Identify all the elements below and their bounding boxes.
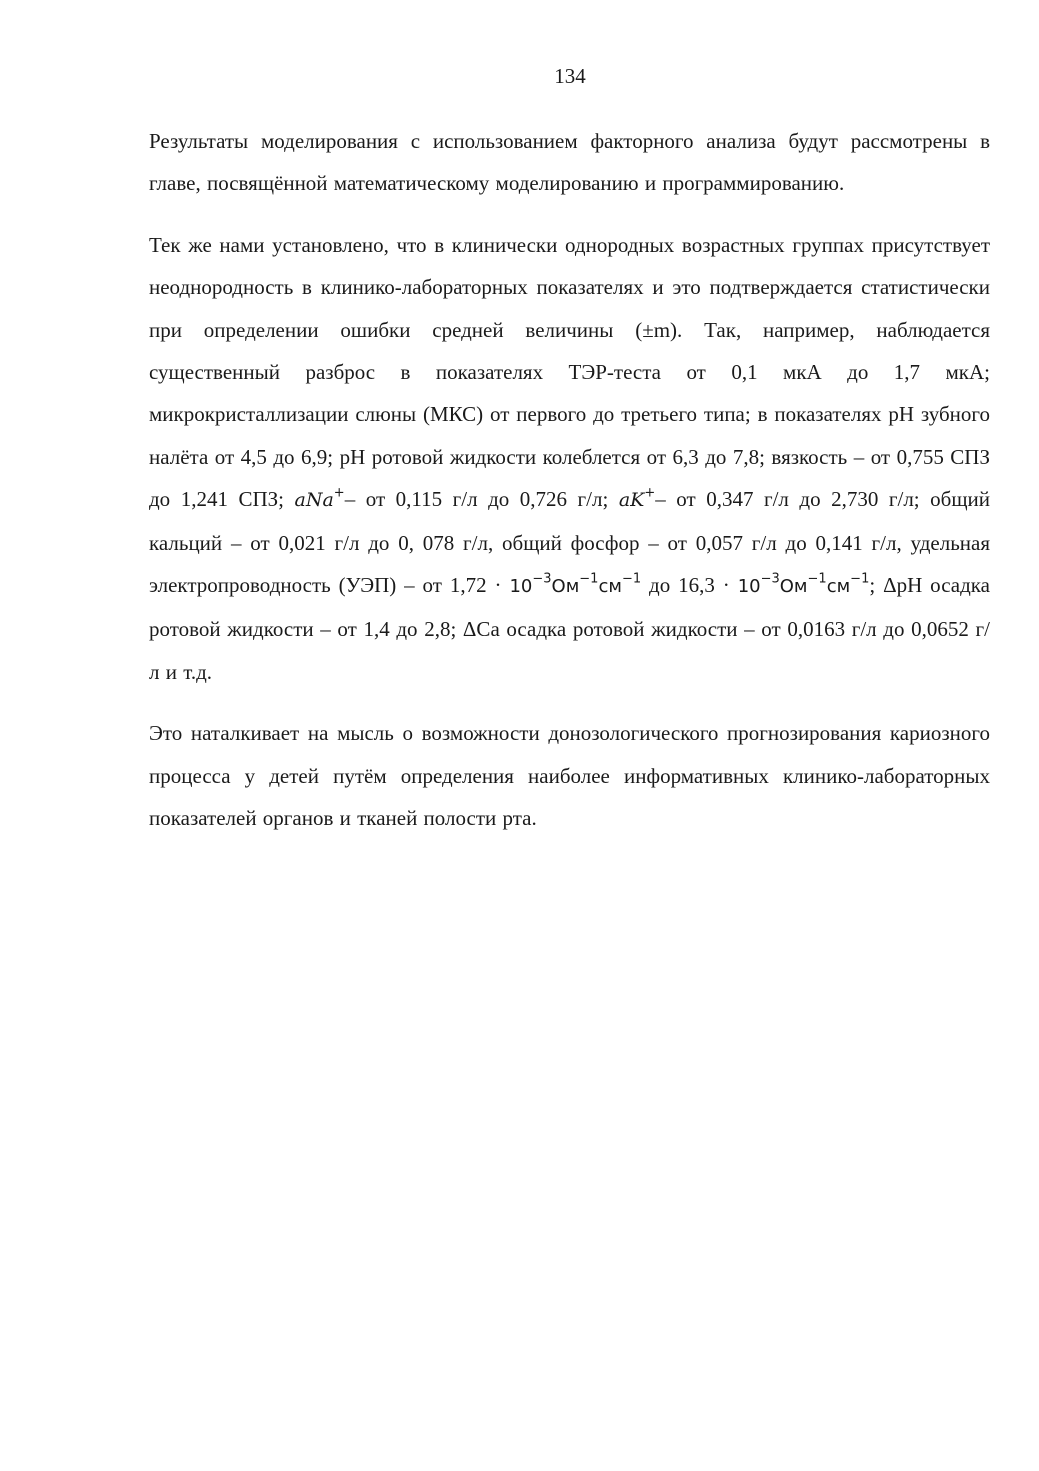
conductivity-unit-low — [509, 571, 642, 598]
unit-low-om: Ом — [551, 576, 580, 598]
unit-low-cm: см — [598, 576, 622, 598]
page-number: 134 — [554, 64, 586, 88]
unit-high-cm-exp: −1 — [850, 571, 870, 587]
unit-low-om-exp: −1 — [579, 571, 599, 587]
unit-low-cm-exp: −1 — [621, 571, 642, 587]
formula-a-na — [294, 485, 345, 512]
paragraph-heterogeneity — [149, 224, 990, 693]
unit-high-om: Ом — [779, 576, 808, 598]
paragraph-prognosis: Это наталкивает на мысль о возможности донозологического прогнозирования кариозного процесса у детей путём определения наиболее информативных клинико-лабораторных показателей органов и тканей полости рта. — [149, 721, 990, 831]
heterogeneity-text-5: ; ΔpH осадка ротовой жидкости – от 1,4 до 2,8; ΔCa осадка ротовой жидкости – от 0,0163 г/л до 0,0652 г/л и т.д. — [149, 573, 990, 684]
formula-a-na-base: aNa — [294, 489, 334, 512]
formula-a-k-base: aK — [618, 489, 645, 512]
unit-high-ten-exp: −3 — [760, 571, 780, 587]
formula-a-k-charge: + — [644, 485, 656, 501]
conductivity-unit-high — [737, 571, 870, 598]
heterogeneity-text-1: Тек же нами установлено, что в клинически однородных возрастных группах присутствует неоднородность в клинико-лабораторных показателях и это подтверждается статистически при определении ошибки средней величины (±m). Так, например, наблюдается существенный разброс в показателях ТЭР-теста от 0,1 мкА до 1,7 мкА; микрокристаллизации слюны (МКС) от первого до третьего типа; в показателях pH зубного налёта от 4,5 до 6,9; pH ротовой жидкости колеблется от 6,3 до 7,8; вязкость – от 0,755 СПЗ до 1,241 СПЗ; — [149, 232, 990, 512]
unit-high-cm: см — [826, 576, 851, 598]
heterogeneity-text-4: до 16,3 · — [641, 573, 738, 598]
formula-a-na-charge: + — [333, 485, 345, 501]
unit-high-ten: 10 — [737, 576, 761, 598]
formula-a-k — [618, 485, 656, 512]
unit-low-ten-exp: −3 — [532, 571, 552, 587]
unit-low-ten: 10 — [509, 576, 533, 598]
heterogeneity-text-2: – от 0,115 г/л до 0,726 г/л; — [344, 487, 619, 512]
document-body — [149, 120, 990, 859]
heterogeneity-text-3: – от 0,347 г/л до 2,730 г/л; общий кальций – от 0,021 г/л до 0, 078 г/л, общий фосфор – от 0,057 г/л до 0,141 г/л, удельная электропроводность (УЭП) – от 1,72 · — [149, 487, 990, 598]
paragraph-modeling-results: Результаты моделирования с использованием факторного анализа будут рассмотрены в главе, посвящённой математическому моделированию и программированию. — [149, 129, 990, 196]
unit-high-om-exp: −1 — [807, 571, 827, 587]
